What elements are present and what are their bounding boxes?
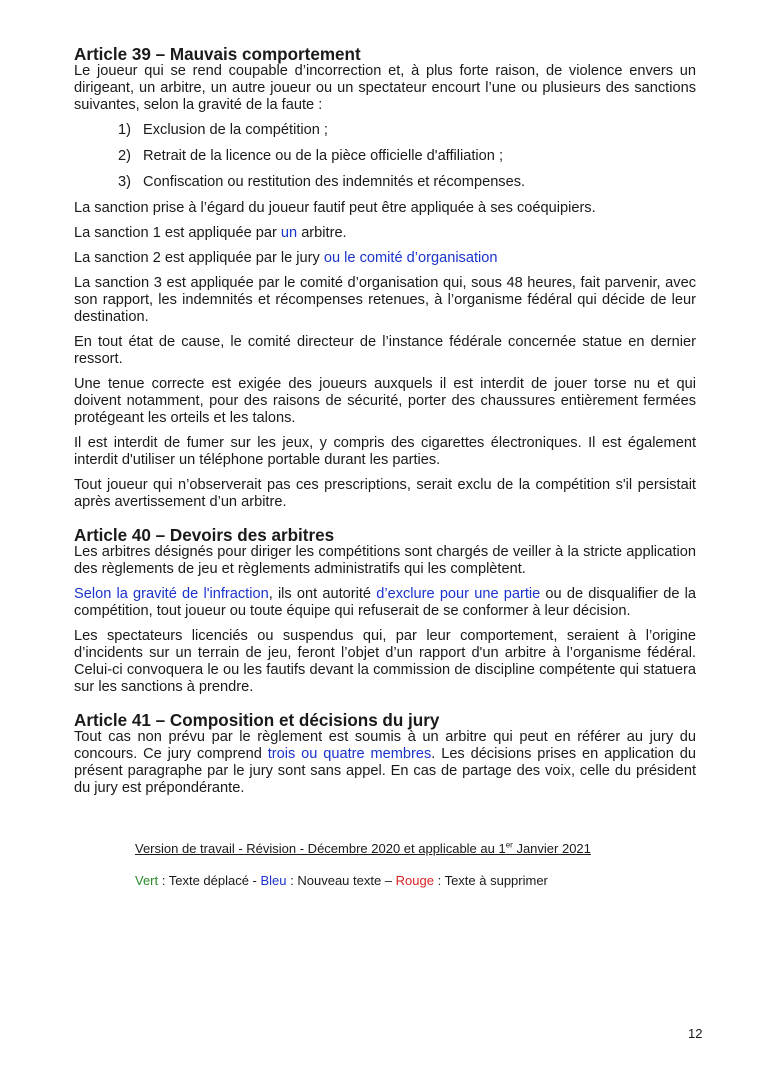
article-39-intro: Le joueur qui se rend coupable d’incorrection et, à plus forte raison, de violence envers un dirigeant, un arbitre, un autre joueur ou un spectateur encourt l’une ou plusieurs des sanctions suivantes, selon la gravité de la faute : <box>74 63 696 113</box>
new-text-run: ou le comité d’organisation <box>323 250 498 266</box>
article-41 <box>74 712 696 797</box>
paragraph-dernier-ressort: En tout état de cause, le comité directeur de l’instance fédérale concernée statue en dernier ressort. <box>74 334 696 367</box>
text-run: ou de disqualifier de la compétition, tout joueur ou toute équipe qui refuserait de se conformer à leur décision. <box>74 586 696 619</box>
paragraph-fumer: Il est interdit de fumer sur les jeux, y compris des cigarettes électroniques. Il est également interdit d'utiliser un téléphone portable durant les parties. <box>74 435 696 468</box>
article-39-title: Article 39 – Mauvais comportement <box>74 45 361 64</box>
text-run: arbitre. <box>297 225 347 241</box>
sanctions-list <box>74 122 696 191</box>
article-39 <box>74 46 696 511</box>
page-number: 12 <box>688 1026 703 1041</box>
paragraph-jury <box>74 729 696 797</box>
text-run: La sanction 2 est appliquée par le jury <box>74 250 324 266</box>
article-40 <box>74 527 696 696</box>
paragraph-sanction-2 <box>74 250 696 267</box>
paragraph-spectateurs: Les spectateurs licenciés ou suspendus qui, par leur comportement, seraient à l’origine d’incidents sur un terrain de jeu, feront l’objet d’un rapport d'un arbitre à l’organisme fédéral. Celui-ci convoquera le ou les fautifs devant la commission de discipline compétente qui statuera sur les sanctions à prendre. <box>74 628 696 695</box>
sanction-text: Exclusion de la compétition ; <box>143 122 328 138</box>
new-text-run: trois ou quatre membres <box>267 746 432 762</box>
paragraph-coequipiers: La sanction prise à l’égard du joueur fautif peut être appliquée à ses coéquipiers. <box>74 200 596 216</box>
legend-text: : Texte déplacé - <box>158 873 261 888</box>
article-40-title: Article 40 – Devoirs des arbitres <box>74 526 335 545</box>
new-text-run: un <box>280 225 298 241</box>
legend-red-label: Rouge <box>395 873 434 888</box>
new-text-run: d’exclure pour une partie <box>376 586 541 602</box>
document-page <box>74 46 696 805</box>
new-text-run: Selon la gravité de l'infraction <box>74 586 269 602</box>
version-note <box>135 840 591 857</box>
text-run: , ils ont autorité <box>268 586 377 602</box>
sanction-number: 1) <box>118 122 131 138</box>
paragraph-autorite <box>74 586 696 620</box>
color-legend <box>135 872 548 889</box>
paragraph-exclu: Tout joueur qui n’observerait pas ces prescriptions, serait exclu de la compétition s'il persistait après avertissement d’un arbitre. <box>74 477 696 510</box>
text-run: La sanction 1 est appliquée par <box>74 225 281 241</box>
sanction-text: Retrait de la licence ou de la pièce officielle d'affiliation ; <box>143 148 504 164</box>
paragraph-sanction-3: La sanction 3 est appliquée par le comité d’organisation qui, sous 48 heures, fait parvenir, avec son rapport, les indemnités et récompenses retenues, à l’organisme fédéral qui décide de leur destination. <box>74 275 696 325</box>
sanction-number: 3) <box>118 174 131 190</box>
legend-text: : Texte à supprimer <box>433 873 548 888</box>
legend-blue-label: Bleu <box>260 873 287 888</box>
sanction-item <box>118 148 696 165</box>
text-run: . Les décisions prises en application du présent paragraphe par le jury sont sans appel. En cas de partage des voix, celle du président du jury est prépondérante. <box>74 746 696 796</box>
legend-text: : Nouveau texte – <box>286 873 396 888</box>
superscript: er <box>505 840 513 850</box>
text-run: Version de travail - Révision - Décembre 2020 et applicable au 1 <box>135 841 506 856</box>
paragraph-arbitres: Les arbitres désignés pour diriger les compétitions sont chargés de veiller à la stricte application des règlements de jeu et règlements administratifs qui les complètent. <box>74 544 696 577</box>
text-run: Janvier 2021 <box>512 841 591 856</box>
text-run: Tout cas non prévu par le règlement est soumis à un arbitre qui peut en référer au jury du concours. Ce jury comprend <box>74 729 696 762</box>
paragraph-tenue: Une tenue correcte est exigée des joueurs auxquels il est interdit de jouer torse nu et qui doivent notamment, pour des raisons de sécurité, porter des chaussures entièrement fermées protégeant les orteils et les talons. <box>74 376 696 426</box>
sanction-item <box>118 174 696 191</box>
sanction-number: 2) <box>118 148 131 164</box>
sanction-item <box>118 122 696 139</box>
sanction-text: Confiscation ou restitution des indemnités et récompenses. <box>143 174 526 190</box>
article-41-title: Article 41 – Composition et décisions du jury <box>74 711 440 730</box>
paragraph-sanction-1 <box>74 225 696 242</box>
legend-green-label: Vert <box>135 873 159 888</box>
